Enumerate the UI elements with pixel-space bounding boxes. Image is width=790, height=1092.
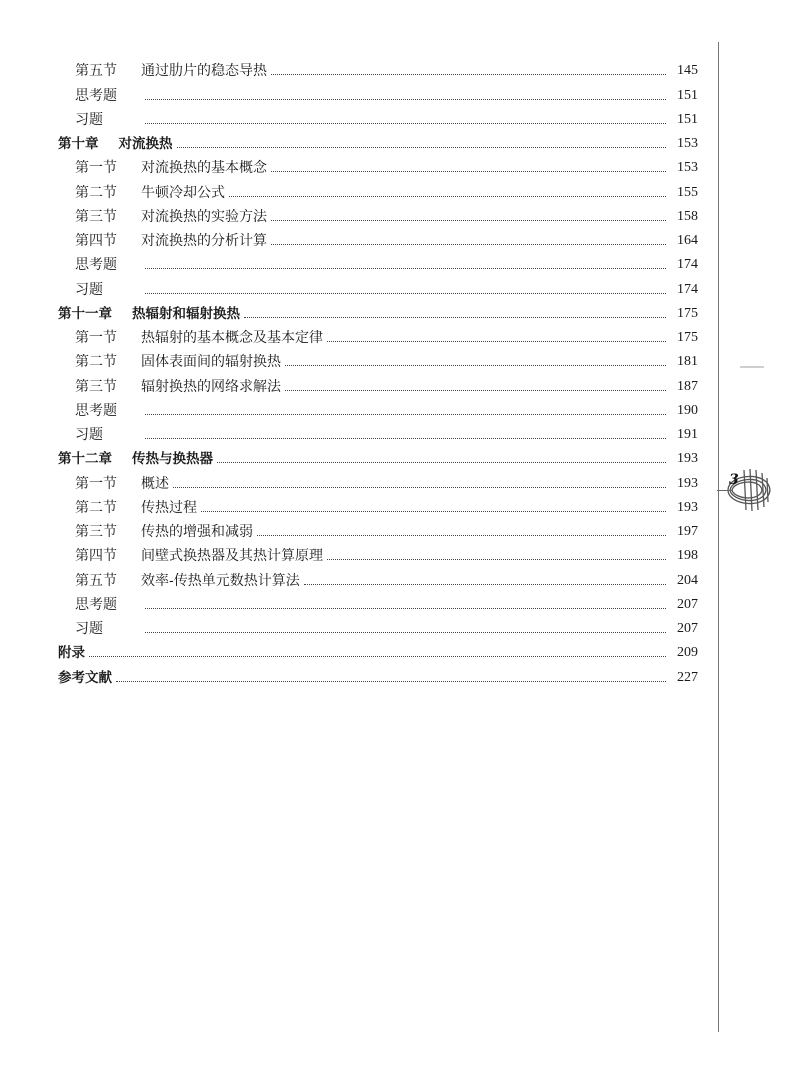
toc-entry-label: 第三节 [75,378,117,395]
dot-leader [285,390,666,391]
dot-leader [285,365,666,366]
toc-entry-title: 通过肋片的稳态导热 [141,63,267,80]
toc-section-row [58,347,698,371]
toc-entry-label: 第十一章 [58,305,112,322]
toc-entry-label: 第三节 [75,208,117,225]
toc-entry-label: 思考题 [75,257,117,274]
toc-entry-label: 第十章 [58,136,99,152]
toc-entry-label: 附录 [58,645,85,662]
toc-page-number: 187 [677,378,698,394]
toc-entry-label: 习题 [75,427,103,443]
toc-page-number: 145 [677,63,698,79]
toc-entry-label: 习题 [75,111,103,128]
page-tick [717,490,733,491]
scan-mark [740,366,764,368]
dot-leader [145,123,666,124]
toc-section-row [58,153,698,177]
toc-page-number: 151 [677,111,698,127]
toc-page-number: 164 [677,233,698,248]
toc-page-number: 153 [677,160,698,176]
toc-entry-label: 第四节 [75,548,117,565]
dot-leader [145,99,666,100]
dot-leader [244,317,666,318]
dot-leader [145,414,666,415]
toc-section-row [58,226,698,250]
toc-section-row [58,177,698,201]
toc-entry-label: 第一节 [75,160,117,177]
toc-entry-title: 对流换热的分析计算 [141,233,267,249]
toc-entry-label: 思考题 [75,596,117,613]
dot-leader [116,681,666,682]
dot-leader [177,147,667,148]
toc-section-row [58,250,698,274]
toc-entry-title: 牛顿冷却公式 [141,184,225,201]
toc-section-row [58,323,698,347]
dot-leader [327,559,666,560]
toc-page-number: 190 [677,402,698,418]
toc-entry-label: 思考题 [75,402,117,419]
dot-leader [271,74,666,75]
dot-leader [145,632,666,633]
toc-entry-title: 辐射换热的网络求解法 [141,378,281,395]
toc-entry-label: 习题 [75,281,103,298]
toc-page-number: 191 [677,427,698,442]
toc-entry-label: 第一节 [75,330,117,346]
toc-page-number: 181 [677,354,698,370]
toc-section-row [58,517,698,541]
dot-leader [217,462,666,463]
toc-chapter-row [58,129,698,153]
toc-section-row [58,202,698,226]
toc-section-row [58,56,698,80]
toc-entry-title: 概述 [141,475,169,492]
dot-leader [201,511,666,512]
toc-section-row [58,590,698,614]
toc-entry-label: 第三节 [75,524,117,540]
toc-section-row [58,420,698,444]
dot-leader [271,171,666,172]
page-number: 3 [729,472,739,488]
toc-section-row [58,565,698,589]
toc-chapter-row [58,299,698,323]
dot-leader [145,268,666,269]
dot-leader [271,220,666,221]
toc-page-number: 155 [677,184,698,200]
toc-entry-title: 对流换热的基本概念 [141,160,267,177]
toc-entry-title: 固体表面间的辐射换热 [141,354,281,371]
toc-section-row [58,493,698,517]
dot-leader [145,608,666,609]
toc-entry-label: 第二节 [75,184,117,201]
toc-page-number: 209 [677,645,698,661]
toc-page-number: 204 [677,572,698,588]
toc-entry-label: 第五节 [75,63,117,80]
toc-entry-title: 效率-传热单元数热计算法 [141,572,300,589]
toc-section-row [58,371,698,395]
toc-page-number: 207 [677,621,698,636]
toc-entry-title: 热辐射和辐射换热 [132,305,240,322]
toc-section-row [58,274,698,298]
toc-entry-label: 第二节 [75,499,117,516]
toc-entry-title: 对流换热 [118,136,173,152]
margin-rule [718,42,719,1032]
toc-entry-label: 第二节 [75,354,117,371]
toc-page-number: 158 [677,208,698,224]
dot-leader [304,584,666,585]
table-of-contents [58,56,698,687]
toc-page-number: 175 [677,330,698,345]
toc-page-number: 175 [677,305,698,321]
toc-page-number: 174 [677,281,698,297]
toc-entry-label: 第十二章 [58,451,112,468]
toc-chapter-row [58,662,698,686]
toc-section-row [58,468,698,492]
dot-leader [145,438,666,439]
toc-entry-label: 思考题 [75,87,117,104]
toc-page-number: 193 [677,499,698,515]
dot-leader [145,293,666,294]
toc-page-number: 227 [677,669,698,685]
toc-entry-title: 传热过程 [141,499,197,516]
dot-leader [327,341,666,342]
toc-section-row [58,105,698,129]
toc-section-row [58,541,698,565]
toc-entry-label: 第一节 [75,475,117,492]
toc-entry-label: 第四节 [75,233,117,249]
toc-entry-title: 对流换热的实验方法 [141,208,267,225]
toc-section-row [58,80,698,104]
toc-page-number: 198 [677,548,698,564]
toc-entry-title: 传热的增强和减弱 [141,524,253,540]
toc-page-number: 207 [677,596,698,612]
toc-entry-label: 第五节 [75,572,117,589]
toc-chapter-row [58,444,698,468]
toc-page-number: 193 [677,475,698,491]
toc-page-number: 193 [677,451,698,467]
toc-entry-title: 热辐射的基本概念及基本定律 [141,330,323,346]
dot-leader [257,535,666,536]
dot-leader [89,656,666,657]
toc-entry-label: 习题 [75,621,103,637]
toc-page-number: 174 [677,257,698,273]
dot-leader [173,487,666,488]
toc-page-number: 151 [677,87,698,103]
toc-entry-title: 传热与换热器 [132,451,213,468]
dot-leader [271,244,666,245]
dot-leader [229,196,666,197]
toc-chapter-row [58,638,698,662]
toc-section-row [58,396,698,420]
toc-section-row [58,614,698,638]
toc-page-number: 153 [677,136,698,151]
toc-page-number: 197 [677,524,698,539]
toc-entry-title: 间壁式换热器及其热计算原理 [141,548,323,565]
toc-entry-label: 参考文献 [58,669,112,686]
